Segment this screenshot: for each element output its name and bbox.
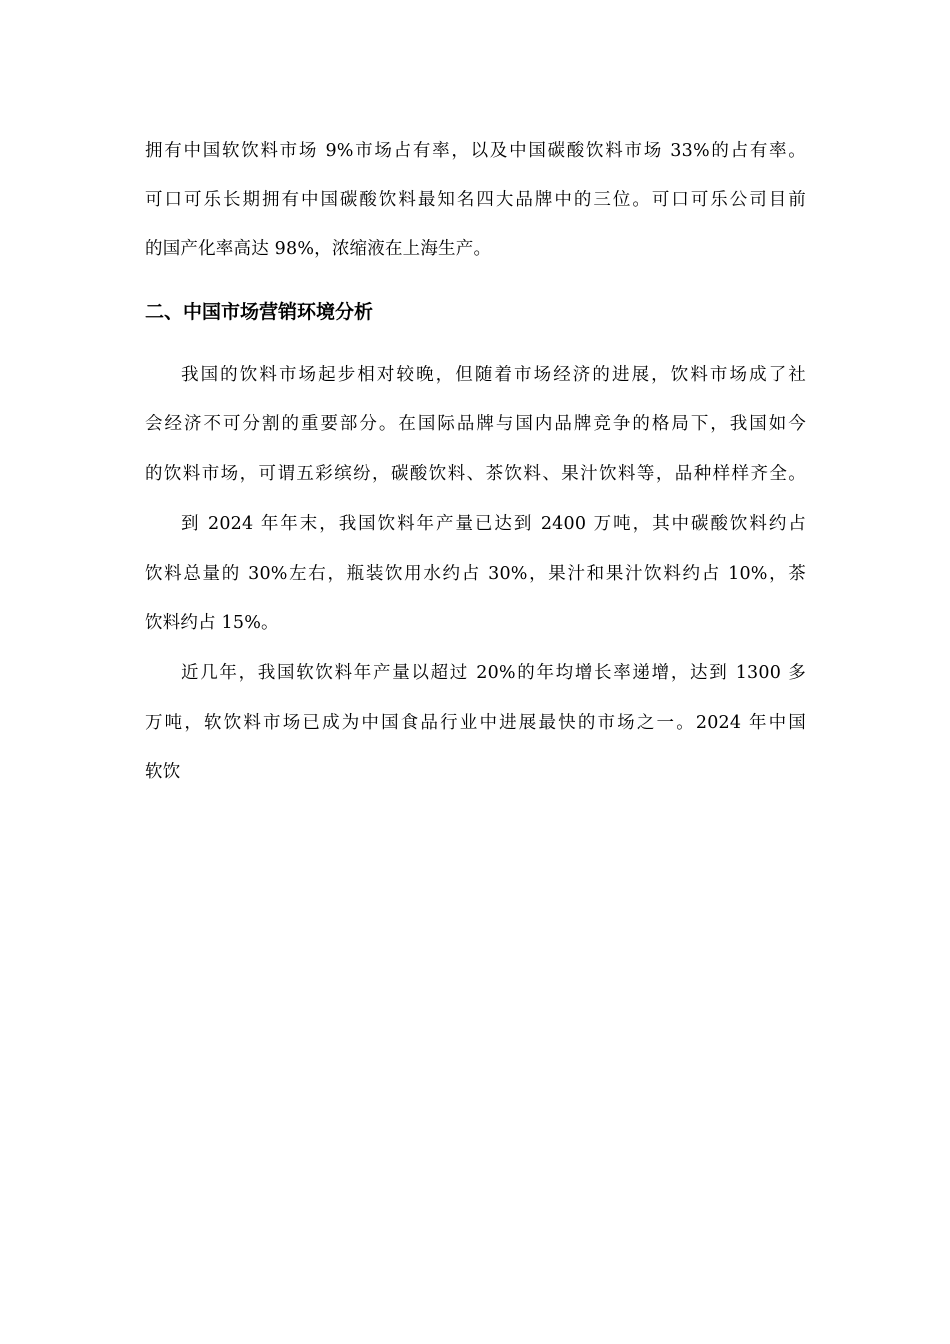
para1-line-3: 的饮料市场，可谓五彩缤纷，碳酸饮料、茶饮料、果汁饮料等，品种样样齐全。 (145, 464, 806, 484)
para2-line-3: 饮料约占 15%。 (145, 613, 279, 633)
para2-line-2: 饮料总量的 30%左右，瓶装饮用水约占 30%，果汁和果汁饮料约占 10%，茶 (145, 564, 806, 584)
intro-line-2: 可口可乐长期拥有中国碳酸饮料最知名四大品牌中的三位。可口可乐公司目前 (145, 190, 806, 210)
para3-line-1: 近几年，我国软饮料年产量以超过 20%的年均增长率递增，达到 1300 多 (181, 663, 806, 683)
para3-line-3: 软饮 (145, 762, 181, 782)
para3-line-2: 万吨，软饮料市场已成为中国食品行业中进展最快的市场之一。2024 年中国 (145, 713, 806, 733)
para2-line-1: 到 2024 年年末，我国饮料年产量已达到 2400 万吨，其中碳酸饮料约占 (181, 514, 806, 534)
section-heading: 二、中国市场营销环境分析 (145, 301, 374, 323)
intro-line-1: 拥有中国软饮料市场 9%市场占有率，以及中国碳酸饮料市场 33%的占有率。 (145, 141, 806, 161)
intro-line-3: 的国产化率高达 98%，浓缩液在上海生产。 (145, 239, 492, 259)
para1-line-2: 会经济不可分割的重要部分。在国际品牌与国内品牌竞争的格局下，我国如今 (145, 414, 806, 434)
para1-line-1: 我国的饮料市场起步相对较晚，但随着市场经济的进展，饮料市场成了社 (181, 365, 806, 385)
